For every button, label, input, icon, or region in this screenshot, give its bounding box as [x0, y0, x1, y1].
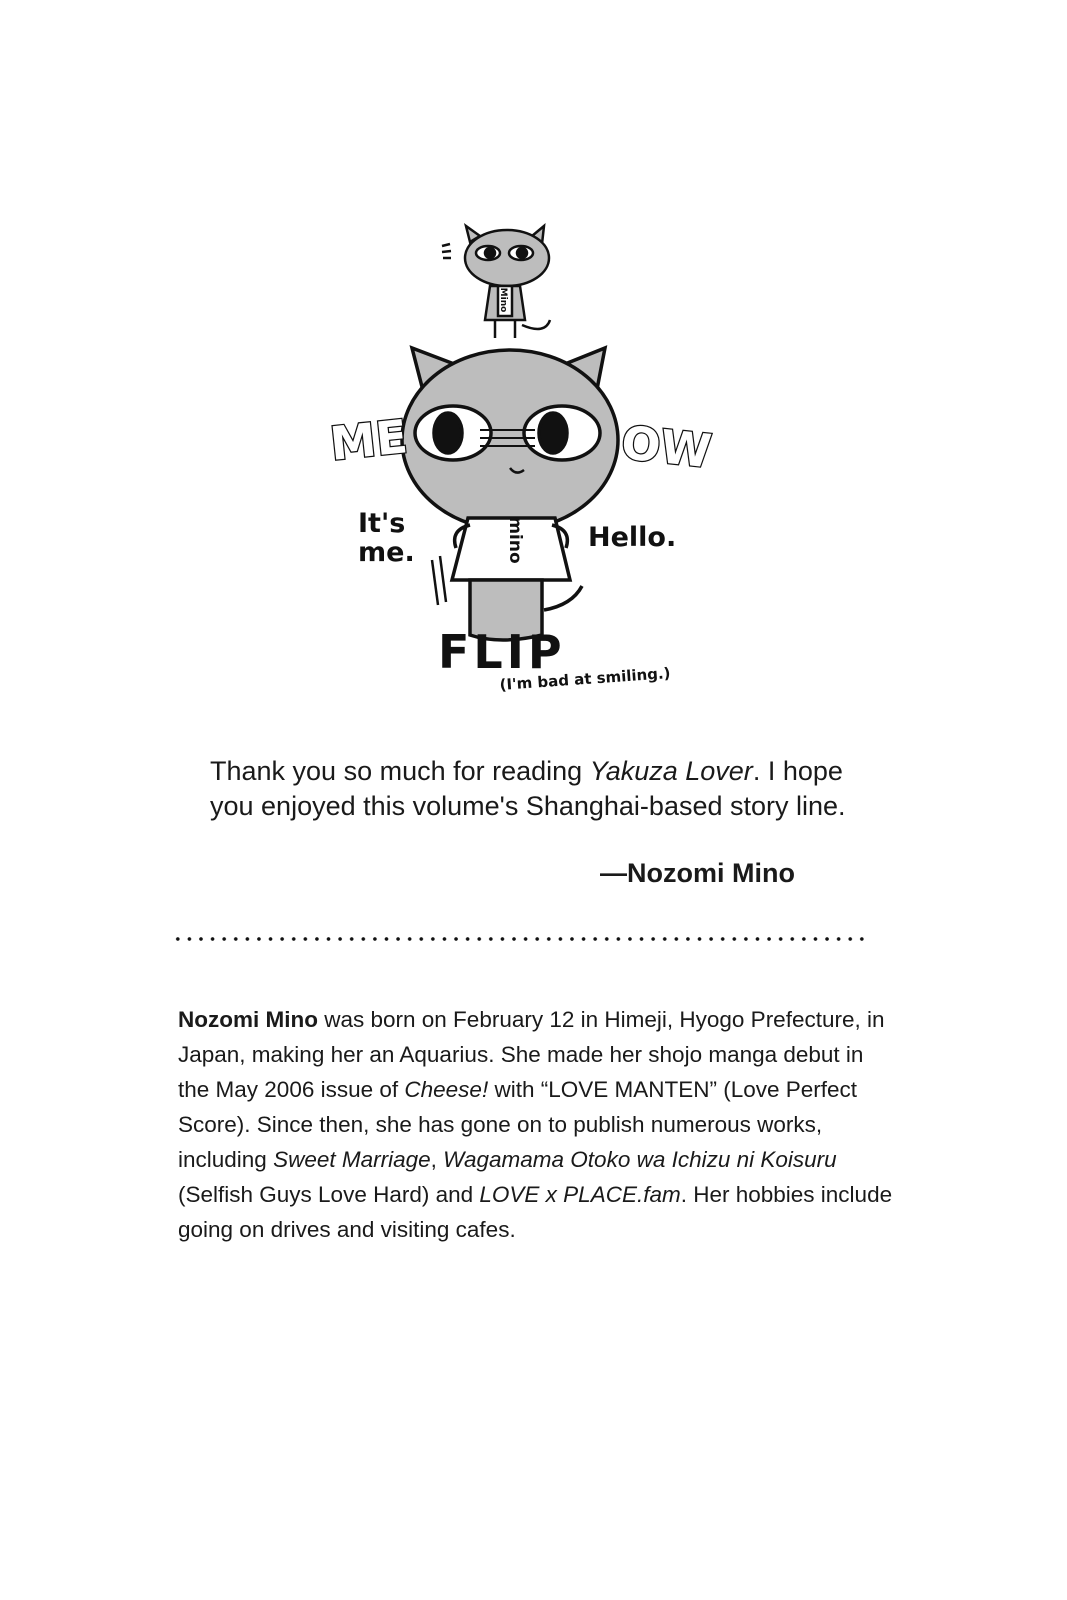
work-title: Wagamama Otoko wa Ichizu ni Koisuru — [443, 1147, 837, 1172]
sfx-me: ME — [327, 409, 410, 471]
author-bio: Nozomi Mino was born on February 12 in Himeji, Hyogo Prefecture, in Japan, making her an Aquarius. She made her shojo manga debut in the May 2006 issue of Cheese! with “LOVE MANTEN” (Love Perfect Score). Since then, she has gone on to publish numerous works, including Sweet Marriage, Wagamama Otoko wa Ichizu ni Koisuru (Selfish Guys Love Hard) and LOVE x PLACE.fam. Her hobbies include going on drives and visiting cafes. — [178, 1007, 893, 1242]
author-name: Nozomi Mino — [178, 1007, 318, 1032]
shirt-text: mino — [505, 516, 525, 564]
small-cat-icon — [442, 226, 550, 338]
magazine-title: Cheese! — [404, 1077, 489, 1102]
small-cat-tag: Mino — [498, 287, 508, 313]
book-title: Yakuza Lover — [589, 756, 753, 786]
dotted-divider — [172, 932, 867, 946]
hello-text: Hello. — [588, 522, 677, 553]
sfx-flip: FLIP — [438, 625, 566, 679]
author-cat-illustration — [320, 220, 740, 700]
its-me-line2: me. — [358, 537, 415, 568]
signature: —Nozomi Mino — [600, 858, 795, 888]
author-note — [210, 754, 850, 824]
sfx-ow: OW — [618, 415, 714, 479]
note-line-1: Thank you so much for reading Yakuza Lover. I hope — [210, 756, 843, 786]
big-cat-icon — [402, 348, 618, 640]
work-title: Sweet Marriage — [273, 1147, 431, 1172]
its-me-line1: It's — [358, 508, 406, 539]
note-line-2: you enjoyed this volume's Shanghai-based story line. — [210, 791, 846, 821]
caption-text: (I'm bad at smiling.) — [499, 664, 672, 694]
work-title: LOVE x PLACE.fam — [479, 1182, 681, 1207]
